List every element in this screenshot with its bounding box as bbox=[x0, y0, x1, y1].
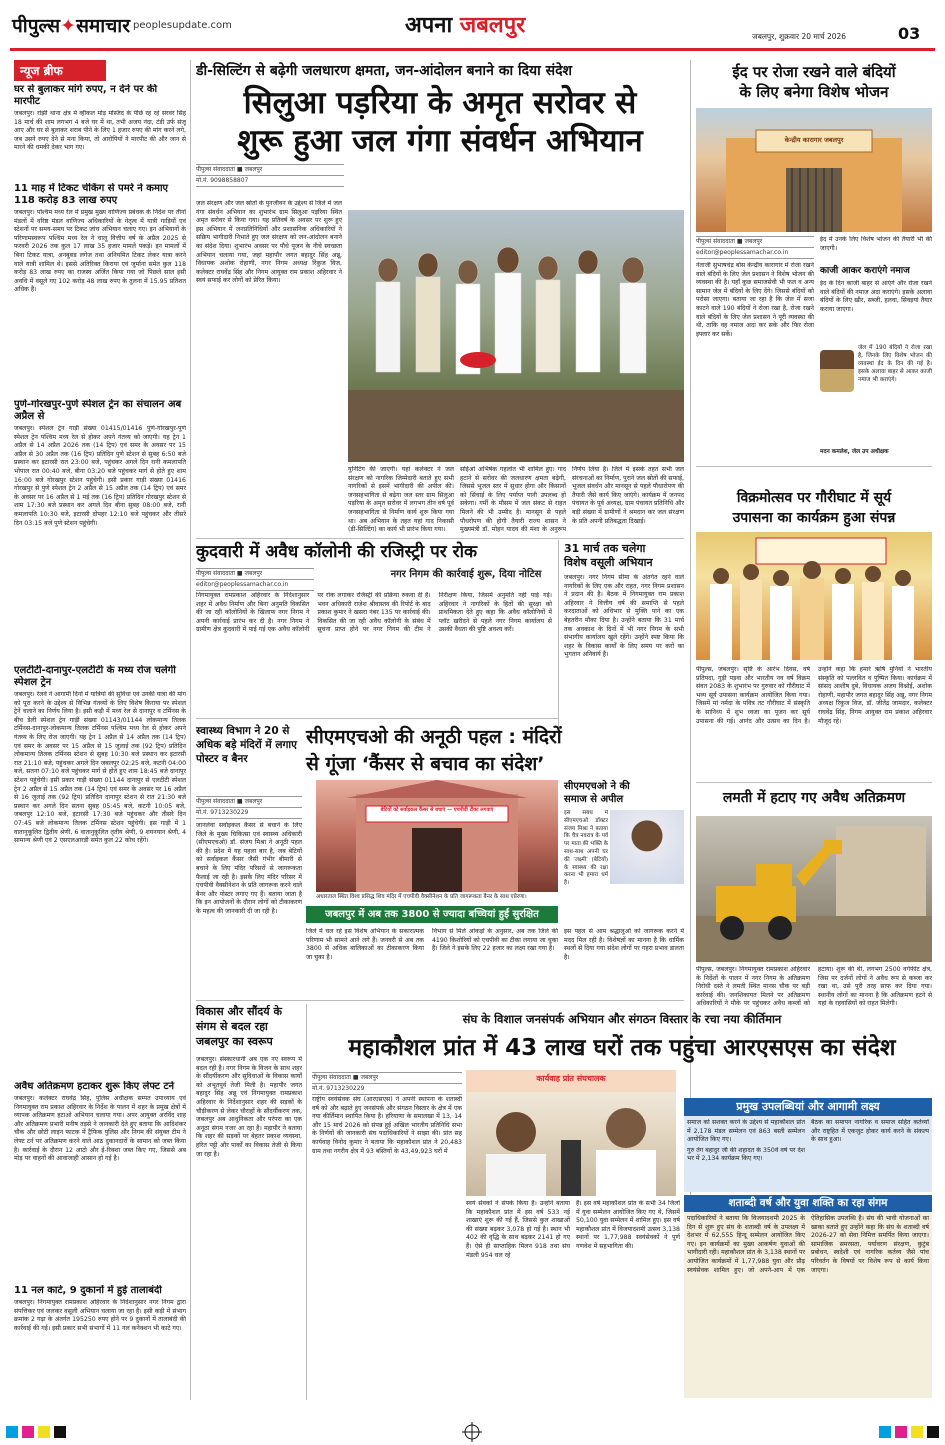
lead-headline[interactable] bbox=[196, 84, 684, 160]
appeal-headline-2: समाज से अपील bbox=[564, 794, 624, 805]
news-brief-label: न्यूज ब्रीफ bbox=[14, 60, 106, 81]
vikas-headline-line-3: जबलपुर का स्वरूप bbox=[196, 1035, 273, 1048]
kudwari-byline-block bbox=[196, 568, 314, 591]
eid-byline-block bbox=[696, 236, 814, 259]
lamti-photo[interactable] bbox=[696, 816, 932, 962]
eid-body-left: नेताजी सुभाषचंद्र बोस केन्द्रीय कारागार में रोजा रखने वाले बंदियों के लिए जेल प्रशासन ने विशेष भोजन की व्यवस्था की है। यहाँ कुछ समाजसेवी भी फल व अन्य सामान जेल में बंदियों के लिए देंगे। जिससे बंदियों को परोसा जाएगा। बताया जा रहा है कि जेल में सजा काटने वाले 190 बंदियों ने रोजा रखा है, रोजा रखने वाले बंदियों के लिए जेल प्रशासन ने पूरी व्यवस्था की थी, ताकि वह नमाज अदा कर सके और फिर रोजा इफ्तार कर सकें। bbox=[696, 262, 814, 338]
kudwari-body: निगमायुक्त रामप्रकाश अहिरवार के निर्देशानुसार शहर में अवैध निर्माण और बिना अनुमति विकसित की जा रही कॉलोनियों के खिलाफ नगर निगम ने अपनी कार्रवाई प्रारंभ कर दी है। नगर निगम ने ग्रामीण क्षेत्र कुदवारी में पाई गई एक अवैध कॉलोनी पर रोक लगाकर रजिस्ट्री की प्रक्रिया रुकवा दी है। भवन अधिकारी राजेश श्रीवास्तव की रिपोर्ट के बाद प्रकाश कुमार ने खसरा नंबर 135 पर कार्रवाई की। विकसित की जा रही अवैध कॉलोनी के संबंध में सूचना प्राप्त होने पर नगर निगम की टीम ने निरीक्षण किया, जिसमें अनुमति नहीं पाई गई। अहिरवार ने नागरिकों के हितों की सुरक्षा को प्राथमिकता देते हुए कहा कि अवैध कॉलोनियों में प्लॉट खरीदने से पहले नगर निगम कार्यालय से उसकी वैधता की पुष्टि अवश्य करें। bbox=[196, 592, 552, 634]
rss-byline-block bbox=[312, 1072, 462, 1095]
vikram-headline[interactable] bbox=[696, 488, 932, 528]
lead-headline-line-1: सिलुआ पड़रिया के अमृत सरोवर से bbox=[243, 85, 637, 121]
speaker-2-head bbox=[606, 1108, 646, 1148]
eid-headline[interactable] bbox=[696, 62, 932, 102]
lead-col-3: सोईओ अभिषेक गहलोत भी शामिल हुए। गाद हटाने से सरोवर की जलधारण क्षमता बढ़ेगी, जिससे भूजल स्तर में सुधार होगा और किसानों को सिंचाई के लिए पर्याप्त पानी उपलब्ध हो सकेगा। गर्मी के मौसम में जल संकट से राहत मिलने की भी उम्मीद है। मानसून से पहले पौधरोपण की होगी तैयारी राज्य शासन ने मुख्यमंत्री डॉ. मोहन यादव की मंशा के अनुरूप bbox=[460, 466, 566, 534]
site-url[interactable]: peoplesupdate.com bbox=[133, 20, 232, 31]
brief-item-title[interactable]: एलटीटी-दानापुर-एलटीटी के मध्य रोज चलेगी स्पेशल ट्रेन bbox=[14, 665, 176, 688]
vasuli-body: जबलपुर। नगर निगम सीमा के अंतर्गत रहने वाले नागरिकों के लिए एक और राहत, नगर निगम प्रशासन ने प्रदान की है। बैठक में निगमायुक्त राम प्रकाश अहिरवार ने वित्तीय वर्ष की समाप्ति से पहले करदाताओं को अधिभार से मुक्ति पाने का एक बेहतरीन मौका दिया है। उन्होंने बताया कि 31 मार्च तक अवकाश के दिनों में भी नगर निगम के सभी संभागीय कार्यालय खुले रहेंगे। उन्होंने स्पष्ट किया कि शहर के विकास कार्यों के लिए समय पर करों का भुगतान अनिवार्य है। bbox=[564, 574, 684, 659]
swasthya-byline-block bbox=[196, 796, 302, 819]
rss-photo-svg bbox=[466, 1070, 676, 1196]
vasuli-headline[interactable] bbox=[564, 542, 684, 570]
brief-item bbox=[14, 183, 186, 395]
cmho-band-text-2: विभाग से मिले आंकड़ों के अनुसार, अब तक जिले की 4190 किशोरियों को एचपीवी का टीका लगाया जा चुका है। जिले ने इसके लिए 22 हजार का लक्ष्य रखा गया है। bbox=[432, 928, 558, 953]
cmho-headline-line-1: सीएमएचओ की अनूठी पहल : मंदिरों bbox=[306, 726, 562, 748]
lead-photo[interactable] bbox=[348, 210, 684, 462]
lamti-body: पीपुल्स, जबलपुर। निगमायुक्त रामप्रकाश अहिरवार के निर्देशों के पालन में नगर निगम के अतिक्रमण निरोधी दस्ते ने लमती स्थित मानस चौक पर बड़ी कार्रवाई की। जनशिकायत मिलने पर अतिक्रमण अधिकारियों ने मौके पर पहुंचकर अवैध कब्जों को हटाया। शुरू की थी, लगभग 2500 वर्गफीट क्षेत्र, जिस पर दर्जनों लोगों ने अवैध रूप से कब्जा कर रखा था, उसे पूरी तरह साफ कर दिया गया। स्थानीय लोगों का मानना है कि अतिक्रमण हटने से यहां के रहवासियों को राहत मिलेगी। bbox=[696, 966, 932, 1008]
lead-headline-line-2: शुरू हुआ जल गंगा संवर्धन अभियान bbox=[237, 123, 643, 159]
vikas-body: जबलपुर। संस्कारधानी अब एक नए स्वरूप में बदल रही है। नगर निगम के विजन के साथ शहर के सौंदर्यीकरण और सुविधाओं के विकास कार्यों को अभूतपूर्व तेजी मिली है। महापौर जगत बहादुर सिंह अन्नू एवं निगमायुक्त रामप्रकाश अहिरवार के निर्देशानुसार शहर की सड़कों के चौड़ीकरण से लेकर चौराहों के सौंदर्यीकरण तक, जबलपुर अब आधुनिकता और परंपरा का एक अनूठा संगम नजर आ रहा है। महापौर ने बताया कि शहर की सड़कों पर बेहतर प्रकाश व्यवस्था, हरित पट्टी और पार्कों का विकास तेजी से किया जा रहा है। bbox=[196, 1056, 302, 1158]
brief-item-body: जबलपुर। रांझी थाना क्षेत्र में व्हीकल मोड़ मस्जिद के पीछे रह रहे सरवर सिंह 18 मार्च की शाम लगभग 4 बजे घर में था, तभी अजय नंदा, टंडी उर्फ संजू आए और घर से बुलाकर शराब पीने के लिए 1 हजार रुपए की मांग करने लगे, जब उसने रुपए देने से मना किया, तो आरोपियों ने मारपीट की और जान से मारने की धमकी देकर भाग गए। bbox=[14, 110, 186, 152]
appeal-box bbox=[564, 780, 684, 806]
masthead-logo[interactable]: पीपुल्स✦समाचार bbox=[12, 15, 130, 37]
brief-item bbox=[14, 1081, 186, 1281]
rss-byline: पीपुल्स संवाददाता ■ जबलपुर bbox=[312, 1072, 462, 1084]
brief-item bbox=[14, 399, 186, 661]
stage-banner bbox=[756, 538, 886, 564]
speaker-1-head bbox=[496, 1112, 536, 1152]
color-swatches-right bbox=[879, 1426, 939, 1438]
brief-item-body: जबलपुर। कलेक्टर राघवेंद्र सिंह, पुलिस अधीक्षक सम्पत उपाध्याय एवं निगमायुक्त राम प्रकाश अहिरवार के निर्देश के पालन में शहर के प्रमुख क्षेत्रों में व्यापक अतिक्रमण हटाओ अभियान चलाया गया। अपर आयुक्त अरविंद शाह और अतिक्रमण प्रभारी मनीष तड़से ने जानकारी देते हुए बताया कि आदिशंकर चौक और छोटी लाइन फाटक में ट्रैफिक पुलिस और निगम की संयुक्त टीम ने लेफ्ट टर्न पर अतिक्रमण करने वाले आठ दुकानदारों के सामान को जब्त किया है। कार्रवाई के दौरान 12 आटो और ई-रिक्शा जब्त किए गए, जिससे अब मोड़ पर वाहनों की आवाजाही आसान हो गई है। bbox=[14, 1095, 186, 1163]
people-group bbox=[376, 247, 646, 374]
gate-door bbox=[786, 168, 842, 232]
masthead-rule bbox=[10, 48, 935, 51]
divider bbox=[196, 538, 684, 539]
brief-item bbox=[14, 1285, 186, 1400]
vikram-body: पीपुल्स, जबलपुर। सृष्टि के आरंभ दिवस, वर्ष प्रतिपदा, गुड़ी पड़वा और भारतीय नव वर्ष विक्रम संवत 2083 के शुभारंभ पर गुरुवार को गौरीघाट में भव्य सूर्य उपासना कार्यक्रम आयोजित किया गया। जिसमें मां नर्मदा के पवित्र तट गौरीघाट में संस्कृति के सानिध्य में शुभ ध्वजा का पूजन कर सूर्य उपासना की गई। आनंद और उत्सव का दिन है। उन्होंने कहा कि हमारे ऋषि मुनियों ने भारतीय संस्कृति को पल्लवित व पुष्पित किया। कार्यक्रम में सांसद आशीष दुबे, विधायक अजय विश्नोई, अशोक रोहाणी, महापौर जगत बहादुर सिंह अन्नू, नगर निगम अध्यक्ष रिंकुज विज, डॉ. जीतेंद्र जामदार, कलेक्टर राघवेंद्र सिंह, निगम आयुक्त राम प्रकाश अहिरवार मौजूद रहे। bbox=[696, 666, 932, 725]
microphones bbox=[561, 1140, 581, 1196]
temple-svg bbox=[316, 780, 558, 892]
cmho-headline-line-2: से गूंजा ‘कैंसर से बचाव का संदेश’ bbox=[306, 753, 545, 775]
brief-item-body: जबलपुर। निगमायुक्त रामप्रकाश अहिरवार के निर्देशानुसार नगर निगम द्वारा संपत्तिकर एवं जलकर वसूली अभियान चलाया जा रहा है। इसी कड़ी में संभाग क्रमांक 2 गढ़ा के अंतर्गत 195250 रुपए होने पर 9 दुकानों में तालाबंदी की कार्रवाई की गई। इसी प्रकार सभी संभागों में 11 नल कनेक्शन भी काटे गए। bbox=[14, 1299, 186, 1332]
swasthya-byline: पीपुल्स संवाददाता ■ जबलपुर bbox=[196, 796, 302, 808]
vasuli-headline-line-2: विशेष वसूली अभियान bbox=[564, 556, 653, 569]
temple-door bbox=[412, 828, 462, 892]
speaker-2-body bbox=[596, 1150, 656, 1196]
masthead bbox=[0, 0, 945, 56]
vikram-headline-line-2: उपासना का कार्यक्रम हुआ संपन्न bbox=[732, 510, 896, 526]
kudwari-sub: नगर निगम की कार्रवाई शुरू, दिया नोटिस bbox=[390, 569, 542, 580]
rss-kicker: संघ के विशाल जनसंपर्क अभियान और संगठन विस्तार के रचा नया कीर्तिमान bbox=[462, 1012, 782, 1026]
color-swatches-left bbox=[6, 1426, 66, 1438]
lead-byline-block bbox=[196, 164, 344, 187]
cmho-photo[interactable] bbox=[316, 780, 558, 892]
registration-marks-svg bbox=[0, 1420, 945, 1445]
swasthya-mobile: मो.नं. 9713230229 bbox=[196, 808, 302, 819]
rss-photo-banner: कार्यवाह प्रांत संघचालक bbox=[536, 1074, 606, 1083]
cmho-headline[interactable] bbox=[306, 724, 684, 778]
people-row bbox=[710, 578, 914, 660]
temple-top bbox=[346, 780, 528, 798]
swasthya-headline[interactable]: स्वास्थ्य विभाग ने 20 से अधिक बड़े मंदिरों में लगाए पोस्टर व बैनर bbox=[196, 725, 297, 765]
divider bbox=[196, 718, 558, 719]
brief-item-title[interactable]: पुणे-गोरखपुर-पुणे स्पेशल ट्रेन का संचालन अब अप्रैल से bbox=[14, 399, 182, 422]
red-basket bbox=[460, 352, 496, 368]
eid-sub-body: ईद के दिन काजी बाहर से आएंगे और रोजा रखने वाले बंदियों की नमाज अदा कराएंगे। इसके अलावा बंदियों के लिए खीर, सब्जी, हलवा, सिवइयां तैयार कराया जाएगा। bbox=[820, 280, 932, 313]
lead-col-1: जल संरक्षण और जल स्रोतों के पुनर्जीवन के उद्देश्य से जिले में जल गंगा संवर्धन अभियान का शुभारंभ ग्राम सिलुआ पड़रिया स्थित अमृत सरोवर से किया गया। यह प्रतिवर्ष के अवसर पर शुरू हुए इस अभियान में जनप्रतिनिधियों और प्रशासनिक अधिकारियों ने सक्रिय भागीदारी निभाते हुए जल संरक्षण को जन-आंदोलन बनाने का संदेश दिया। शुभारंभ अवसर पर पौधे पूजन के नीचे स्वच्छता अभियान चलाया गया, जहां महापौर जगत बहादुर सिंह अन्नू, विधायक अशोक रोहाणी, नगर निगम अध्यक्ष रिंकुज विज, कलेक्टर राघवेंद्र सिंह और निगम आयुक्त राम प्रकाश अहिरवार ने स्वयं सफाई कर लोगों को प्रेरित किया। bbox=[196, 200, 342, 285]
lamti-photo-svg bbox=[696, 816, 932, 962]
vikram-photo-svg bbox=[696, 532, 932, 660]
ground bbox=[348, 390, 684, 462]
divider bbox=[196, 1000, 684, 1001]
rss-headline[interactable]: महाकौशल प्रांत में 43 लाख घरों तक पहुंचा आरएसएस का संदेश bbox=[348, 1035, 896, 1061]
lead-kicker: डी-सिल्टिंग से बढ़ेगी जलधारण क्षमता, जन-आंदोलन बनाने का दिया संदेश bbox=[196, 63, 573, 79]
temple-banner: बेटियों को सर्वाइकल कैंसर से बचाएं — एचपीवी टीका लगवाएं bbox=[380, 807, 494, 813]
lamti-headline[interactable]: लमती में हटाए गए अवैध अतिक्रमण bbox=[722, 790, 906, 806]
rss-body-1: राष्ट्रीय स्वयंसेवक संघ (आरएसएस) ने अपनी स्थापना के शताब्दी वर्ष को और बढ़ाते हुए जनसंपर्क और संगठन विस्तार के क्षेत्र में एक नया कीर्तिमान स्थापित किया है। हरियाणा के समालखा में 13, 14 और 15 मार्च 2026 को संपन्न हुई अखिल भारतीय प्रतिनिधि सभा के निर्णयों की जानकारी संघ पदाधिकारियों ने साझा की। प्रांत सह कार्यवाह विनोद कुमार ने बताया कि महाकौशल प्रांत ने 20,483 ग्राम तथा नगरीय क्षेत्र में 93 बस्तियों के 43,49,923 घरों में bbox=[312, 1096, 462, 1155]
official-avatar bbox=[820, 350, 854, 392]
kudwari-headline[interactable]: कुदवारी में अवैध कॉलोनी की रजिस्ट्री पर रोक bbox=[196, 542, 478, 562]
page-number: 03 bbox=[898, 24, 921, 43]
kudwari-byline: पीपुल्स संवाददाता ■ जबलपुर bbox=[196, 568, 314, 580]
brief-item bbox=[14, 665, 186, 1077]
appeal-headline-1: सीएमएचओ ने की bbox=[564, 781, 630, 792]
rss-mobile: मो.नं. 9713230229 bbox=[312, 1084, 462, 1095]
brief-item-title[interactable]: घर से बुलाकर मांगे रुपए, न देने पर की मारपीट bbox=[14, 84, 158, 107]
lead-byline: पीपुल्स संवाददाता ■ जबलपुर bbox=[196, 164, 344, 176]
cmho-photo-caption: अधारताल स्थित विश्व प्रसिद्ध शिव मंदिर में एचपीवी वैक्सीनेशन के प्रति जागरूकता बैनर के साथ एप्रेरणा। bbox=[316, 894, 527, 900]
rss-box2-title: शताब्दी वर्ष और युवा शक्ति का रहा संगम bbox=[684, 1195, 932, 1212]
cmho-band-text-3: इस पहल से आम श्रद्धालुओं को जागरूक करने में मदद मिल रही है। विशेषज्ञों का मानना है कि धार्मिक स्थलों से दिया गया संदेश लोगों पर गहरा प्रभाव डालता है। bbox=[564, 928, 684, 961]
brief-item-body: जबलपुर। स्पेशल ट्रेन गाड़ी संख्या 01415/01416 पुणे-गोरखपुर-पुणे स्पेशल ट्रेन पश्चिम मध्य रेल से होकर अपने गंतव्य को जाएगी। यह ट्रेन 1 अप्रैल से 14 अप्रैल 2026 तक (14 ट्रिप) एवं समर के अवसर पर 15 अप्रैल से 30 अप्रैल तक (16 ट्रिप) प्रतिदिन पुणे स्टेशन से सुबह 6:50 बजे प्रस्थान कर इटारसी रात 23:00 बजे, पहुंचकर अगले दिन रानी कमलापति भोपाल रात 00:40 बजे, बीना 03:20 बजे पहुंचकर मार्ग से होते हुए शाम 16:00 बजे गोरखपुर स्टेशन पहुंचेगी। इसी प्रकार गाड़ी संख्या 01416 गोरखपुर से पुणे स्पेशल ट्रेन 2 अप्रैल से 15 अप्रैल तक (14 ट्रिप) एवं समर के अवसर पर 16 अप्रैल से 1 मई तक (16 ट्रिप) प्रतिदिन गोरखपुर स्टेशन से शाम 17:30 बजे प्रस्थान कर अगले दिन बीना सुबह 08:00 बजे, रानी कमलापति 10:30 बजे, इटारसी दोपहर 12:10 बजे पहुंचकर और तीसरे दिन 03:15 बजे पुणे स्टेशन पहुंचेगी। bbox=[14, 425, 186, 527]
divider bbox=[696, 466, 932, 467]
vasuli-headline-line-1: 31 मार्च तक चलेगा bbox=[564, 542, 646, 555]
column-divider bbox=[306, 1004, 307, 1400]
speaker-1-body bbox=[486, 1154, 546, 1196]
gate-sign: केन्द्रीय कारागार जबलपुर bbox=[784, 136, 844, 144]
rss-box-item: बैठक का समापन नागरिक व समाज सहित कर्तव्यों और राष्ट्रहित में एकजुट होकर कार्य करने के संकल्प के साथ हुआ। bbox=[811, 1119, 929, 1144]
swasthya-box bbox=[196, 724, 302, 766]
appeal-body: इस संबंध में सीएमएचओ डॉक्टर संजय मिश्रा ने बताया कि चैत्र नवरात्र के पर्व पर माता की भक्ति के साथ-साथ अपनी घर की ‘लक्ष्मी’ (बेटियों) के स्वास्थ्य की रक्षा करना भी हमारा धर्म है। bbox=[564, 810, 608, 887]
eid-photo[interactable] bbox=[696, 108, 932, 232]
eid-body-right: ईद में उनके लिए विशेष भोजन की तैयारी भी की जाएगी। bbox=[820, 236, 932, 252]
eid-byline: पीपुल्स संवाददाता ■ जबलपुर bbox=[696, 236, 814, 248]
eid-headline-line-2: के लिए बनेगा विशेष भोजन bbox=[739, 83, 889, 101]
lead-col-4: निर्णय लिया है। जिले में इसके तहत सभी जल संरचनाओं का निर्माण, पुराने जल स्रोतों की सफाई, भूजल संवर्धन और मानसून से पहले पौधारोपण की तैयारी जैसे कार्य किए जाएंगे। कार्यक्रम में जनपद पंचायत के पूर्व अध्यक्ष, ग्राम पंचायत प्रतिनिधि और बड़ी संख्या में ग्रामीणों ने श्रमदान कर जल संरक्षण के प्रति अपनी प्रतिबद्धता दिखाई। bbox=[572, 466, 684, 525]
swasthya-body: जानलेवा सर्वाइकल कैंसर से बचाने के लिए जिले के मुख्य चिकित्सा एवं स्वास्थ्य अधिकारी (सीएमएचओ) डॉ. संजय मिश्रा ने अनूठी पहल की है। प्रदेश में यह पहला बार है, जब बेटियों को सर्वाइकल कैंसर जैसी गंभीर बीमारी से बचाने के लिए मंदिर परिसरों से जागरूकता फैलाई जा रही है। इसके लिए मंदिर परिसर में एचपीवी वैक्सीनेशन के प्रति जागरूक करने वाले बैनर और पोस्टर लगाए गए हैं। बताया जाता है कि इन आयोजनों के दौरान लोगों को टीकाकरण के महत्व की जानकारी दी जा रही है। bbox=[196, 822, 302, 915]
vikram-photo[interactable] bbox=[696, 532, 932, 660]
column-divider bbox=[190, 60, 191, 1400]
vikas-headline-line-2: संगम से बदल रहा bbox=[196, 1020, 268, 1033]
cmho-band-text-1: जिले में चल रहे इस विशेष अभियान के सकारात्मक परिणाम भी सामने आने लगे हैं। जनवरी से अब तक 3800 से अधिक बालिकाओं का टीकाकरण किया जा चुका है। bbox=[306, 928, 424, 961]
rss-box-item: समाज को सशक्त करने के उद्देश्य से महाकौशल प्रांत में 2,178 मंडल सम्मेलन एवं 863 बस्ती सम्मेलन आयोजित किए गए। bbox=[687, 1119, 805, 1144]
brief-item-body: जबलपुर। पश्चिम मध्य रेल में प्रमुख मुख्य वाणिज्य प्रबंधक के निर्देश पर तीनों मंडलों में वरिष्ठ मंडल वाणिज्य अधिकारियों के नेतृत्व में यात्री गाड़ियों एवं स्टेशनों पर समय-समय पर टिकट जांच अभियान चलाए गए। इन अभियानों के परिणामस्वरूप पश्चिम मध्य रेल ने चालू वित्तीय वर्ष के अप्रैल 2025 से फरवरी 2026 तक कुल 17 लाख 35 हजार मामले पकड़े। इन मामलों में बिना टिकट यात्रा, अनबुक्ड लगेज तथा अनियमित टिकट लेकर यात्रा करने वाले यात्री शामिल थे। इससे अतिरिक्त किराया एवं जुर्माना समेत कुल 118 करोड़ 83 लाख रुपए का राजस्व अर्जित किया गया जो पिछले साल इसी अवधि में वसूले गए 102 करोड़ 48 लाख रुपए के तुलना में 15.95 प्रतिशत अधिक है। bbox=[14, 209, 186, 294]
jcb bbox=[716, 840, 842, 922]
section-title-b: जबलपुर bbox=[459, 13, 526, 38]
rss-box-title: प्रमुख उपलब्धियां और आगामी लक्ष्य bbox=[684, 1098, 932, 1116]
logo-left: पीपुल्स bbox=[12, 15, 61, 37]
eid-quote-box bbox=[820, 344, 932, 462]
dateline: जबलपुर, शुक्रवार 20 मार्च 2026 bbox=[752, 32, 847, 41]
eid-headline-line-1: ईद पर रोजा रखने वाले बंदियों bbox=[732, 63, 896, 81]
registration-target bbox=[462, 1422, 482, 1442]
section-title-a: अपना bbox=[405, 13, 453, 38]
rss-box-item: गुरु तेग बहादुर जी की शहादत के 350वें वर्ष पर देश भर में 2,134 कार्यक्रम किए गए। bbox=[687, 1146, 805, 1163]
column-divider bbox=[558, 540, 559, 740]
vikas-headline[interactable] bbox=[196, 1004, 302, 1049]
eid-email[interactable]: editor@peoplessamachar.co.in bbox=[696, 248, 814, 259]
rss-achievements-box bbox=[684, 1098, 932, 1400]
vikram-headline-line-1: विक्रमोत्सव पर गौरीघाट में सूर्य bbox=[736, 490, 892, 506]
eid-quote: जेल में 190 बंदियों ने रोजा रखा है, जिनके लिए विशेष भोजन की व्यवस्था ईद के दिन की गई है। इसके अलावा बाहर से आकर काजी नमाज भी कराएंगे। bbox=[858, 345, 932, 383]
lead-mobile: मो.नं. 9098858807 bbox=[196, 176, 344, 187]
cmho-avatar bbox=[610, 810, 684, 884]
section-title bbox=[405, 9, 525, 39]
cmho-band: जबलपुर में अब तक 3800 से ज्यादा बच्चियां हुईं सुरक्षित bbox=[306, 906, 558, 923]
eid-quote-by: मदन कमलेश, जेल उप अधीक्षक bbox=[820, 449, 889, 455]
logo-right: समाचार bbox=[76, 15, 130, 37]
brief-item-body: जबलपुर। रेलवे ने आगामी दिनों में यात्रियों की सुविधा एवं उनकी यात्रा की मांग को पूरा करने के उद्देश्य से विभिन्न गंतव्यों के लिए विशेष किराया पर स्पेशल ट्रेनें चलाने का निर्णय लिया है। इसी कड़ी में मध्य रेल से दानापुर व टर्मिनस के बीच डेली स्पेशल ट्रेन गाड़ी संख्या 01143/01144 लोकमान्य तिलक टर्मिनस-दानापुर-लोकमान्य तिलक टर्मिनस पश्चिम मध्य रेल से होकर अपने गंतव्य के लिए रोज जाएगी। यह ट्रेन 1 अप्रैल से 14 अप्रैल तक (14 ट्रिप) एवं समर के अवसर पर 15 अप्रैल से 15 जुलाई तक (92 ट्रिप) प्रतिदिन लोकमान्य तिलक टर्मिनस स्टेशन से सुबह 10:30 बजे प्रस्थान कर इटारसी रात 21:10 बजे, पहुंचकर अगले दिन जबलपुर 02:25 बजे, कटनी 04:00 बजे, सतना 07:10 बजे पहुंचकर मार्ग से होते हुए शाम 18:45 बजे दानापुर स्टेशन पहुंचेगी। इसी प्रकार गाड़ी संख्या 01144 दानापुर से एलटीटी स्पेशल ट्रेन 2 अप्रैल से 15 अप्रैल तक (14 ट्रिप) एवं समर के अवसर पर 16 अप्रैल से 16 जुलाई तक (92 ट्रिप) प्रतिदिन दानापुर स्टेशन से रात 21:30 बजे प्रस्थान कर अगले दिन सतना सुबह 05:45 बजे, कटनी 10:05 बजे, जबलपुर 12:10 बजे, इटारसी 17:30 बजे पहुंचकर और तीसरे दिन 07:45 बजे लोकमान्य तिलक टर्मिनस स्टेशन पहुंचेगी। इस गाड़ी में 1 वातानुकूलित द्वितीय श्रेणी, 6 वातानुकूलित तृतीय श्रेणी, 9 शयनयान श्रेणी, 4 सामान्य श्रेणी एवं 2 एसएलआरडी समेत कुल 22 कोच रहेंगे। bbox=[14, 691, 186, 845]
rss-photo[interactable] bbox=[466, 1070, 676, 1196]
print-registration-bar bbox=[0, 1420, 945, 1445]
lead-photo-people-svg bbox=[348, 210, 684, 462]
brief-item bbox=[14, 84, 186, 179]
lead-col-2: युनिटिंग की जाएगी। यहां कलेक्टर ने जल संरक्षण को नागरिक जिम्मेदारी बताते हुए सभी नागरिकों से इसमें भागीदारी की अपील की। जनसहभागिता से बढ़ेगा जल स्तर ग्राम सिलुआ पड़रिया के अमृत सरोवर में लगभग तीन वर्ष पूर्व जनसहभागिता से निर्माण कार्य शुरू किया गया था। अब अभियान के तहत यहां गाद निकासी (डी-सिल्टिंग) का कार्य भी प्रारंभ किया गया। bbox=[348, 466, 454, 534]
rss-body-3: हैं। इस वर्ष महाकौशल प्रांत के सभी 34 जिलों में युवा सम्मेलन आयोजित किए गए थे, जिसमें 50,100 युवा सम्मेलन में शामिल हुए। इस वर्ष महाकौशल प्रांत में विजयादशमी उत्सव 3,138 स्थानों पर 1,77,988 स्वयंसेवकों ने पूर्ण गणवेश में सहभागिता की। bbox=[576, 1200, 680, 1250]
brief-item-title[interactable]: 11 नल काटे, 9 दुकानों में हुई तालाबंदी bbox=[14, 1285, 162, 1296]
rss-box2-body: पदाधिकारियों ने बताया कि विजयादशमी 2025 के दिन से शुरू हुए संघ के शताब्दी वर्ष के उपलक्ष्य में देशभर में 62,555 हिन्दू सम्मेलन आयोजित किए गए। इन कार्यक्रमों का मुख्य आकर्षण युवाओं की भागीदारी रही। महाकौशल प्रांत के 3,138 स्थानों पर आयोजित कार्यक्रमों में 1,77,988 युवा और प्रौढ़ स्वयंसेवक शामिल हुए। जो अपने-आप में एक ऐतिहासिक उपलब्धि है। संघ की भावी योजनाओं का खाका बताते हुए उन्होंने कहा कि संघ के शताब्दी वर्ष 2026-27 को सेवा निमित्त समर्पित किया जाएगा। सामाजिक समरसता, पर्यावरण संरक्षण, कुटुंब प्रबोधन, स्वदेशी एवं नागरिक कर्तव्य जैसे पांच परिवर्तन के विषयों पर विशेष रूप से कार्य किया जाएगा। bbox=[684, 1212, 932, 1398]
eid-subhead: काजी आकर कराएंगे नमाज bbox=[820, 266, 910, 276]
news-brief bbox=[14, 60, 186, 1400]
jail-gate-svg bbox=[696, 108, 932, 232]
vikas-headline-line-1: विकास और सौंदर्य के bbox=[196, 1005, 282, 1018]
rss-box-list bbox=[684, 1116, 932, 1192]
kudwari-email[interactable]: editor@peoplessamachar.co.in bbox=[196, 580, 314, 591]
divider bbox=[696, 782, 932, 783]
brief-item-title[interactable]: अवैध अतिक्रमण हटाकर शुरू किए लेफ्ट टर्न bbox=[14, 1081, 175, 1092]
brief-item-title[interactable]: 11 माह में टिकट चेकिंग से पमरे ने कमाए 118 करोड़ 83 लाख रुपए bbox=[14, 183, 169, 206]
rss-body-2: स्वयं सेवकों ने संपर्क किया है। उन्होंने बताया कि महाकौशल प्रांत में इस वर्ष 533 नई शाखाएं शुरू की गई हैं, जिससे कुल शाखाओं की संख्या बढ़कर 3,078 हो गई है। स्थान भी 402 की वृद्धि के साथ बढ़कर 2141 हो गए हैं। ऐसे ही साप्ताहिक मिलन 918 तथा संघ मंडली 954 चल रहे bbox=[466, 1200, 570, 1259]
